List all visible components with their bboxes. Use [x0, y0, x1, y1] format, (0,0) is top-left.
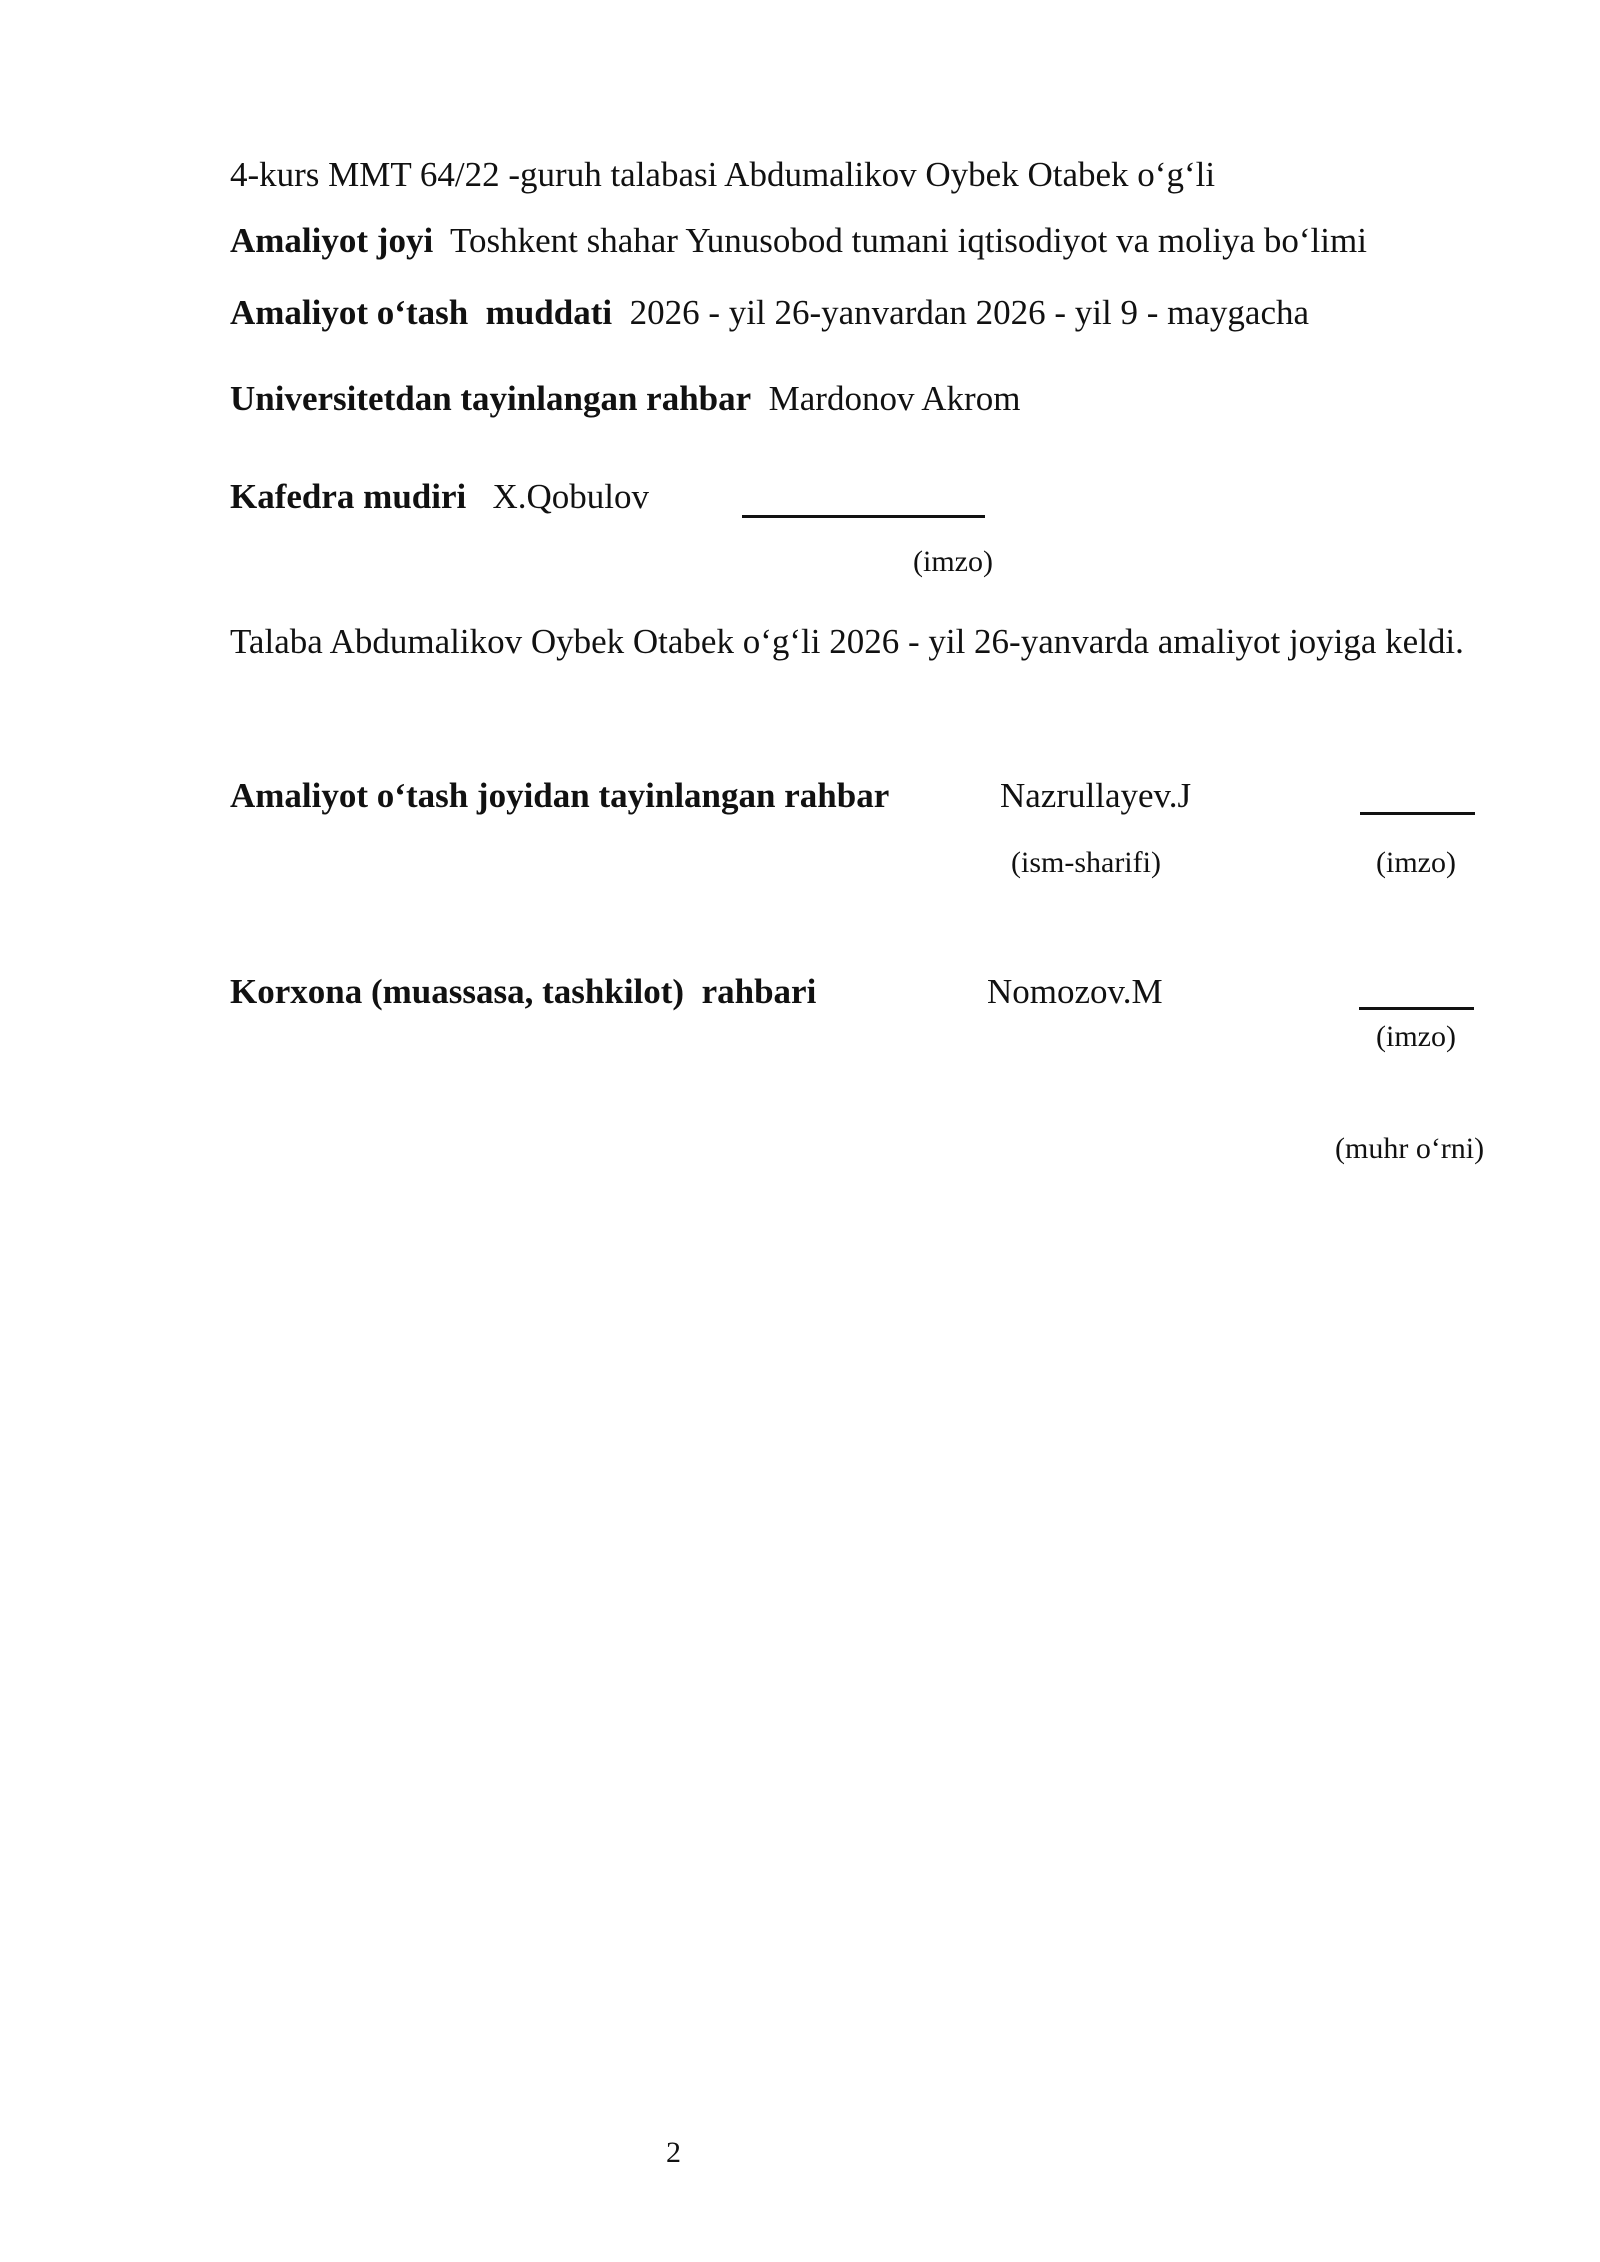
department-head-row	[230, 476, 649, 518]
organization-head-label: Korxona (muassasa, tashkilot) rahbari	[230, 972, 817, 1011]
practice-place-row	[230, 220, 1367, 262]
site-supervisor-signature-caption: (imzo)	[1376, 846, 1456, 879]
organization-head-signature-line	[1359, 1007, 1474, 1010]
student-line: 4-kurs MMT 64/22 -guruh talabasi Abdumalikov Oybek Otabek o‘g‘li	[230, 155, 1216, 194]
page-number: 2	[666, 2136, 681, 2169]
arrival-paragraph: Talaba Abdumalikov Oybek Otabek o‘g‘li 2026 - yil 26-yanvarda amaliyot joyiga keldi.	[230, 622, 1464, 661]
practice-period-label: Amaliyot o‘tash muddati	[230, 293, 613, 332]
organization-head-signature-caption: (imzo)	[1376, 1020, 1456, 1053]
site-supervisor-signature-line	[1360, 812, 1475, 815]
department-head-label: Kafedra mudiri	[230, 477, 467, 516]
practice-period-row	[230, 292, 1309, 334]
site-supervisor-label: Amaliyot o‘tash joyidan tayinlangan rahbar	[230, 776, 890, 815]
department-head-name: X.Qobulov	[492, 477, 650, 516]
practice-place-label: Amaliyot joyi	[230, 221, 434, 260]
site-supervisor-name-caption: (ism-sharifi)	[1011, 846, 1161, 879]
seal-place-caption: (muhr o‘rni)	[1335, 1132, 1485, 1165]
department-head-signature-caption: (imzo)	[913, 545, 993, 578]
organization-head-name: Nomozov.M	[987, 972, 1163, 1011]
practice-period-value: 2026 - yil 26-yanvardan 2026 - yil 9 - maygacha	[629, 293, 1310, 332]
university-supervisor-row	[230, 378, 1020, 420]
university-supervisor-label: Universitetdan tayinlangan rahbar	[230, 379, 752, 418]
site-supervisor-name: Nazrullayev.J	[1000, 776, 1192, 815]
university-supervisor-name: Mardonov Akrom	[768, 379, 1021, 418]
department-head-signature-line	[742, 515, 985, 518]
practice-place-value: Toshkent shahar Yunusobod tumani iqtisodiyot va moliya bo‘limi	[450, 221, 1367, 260]
